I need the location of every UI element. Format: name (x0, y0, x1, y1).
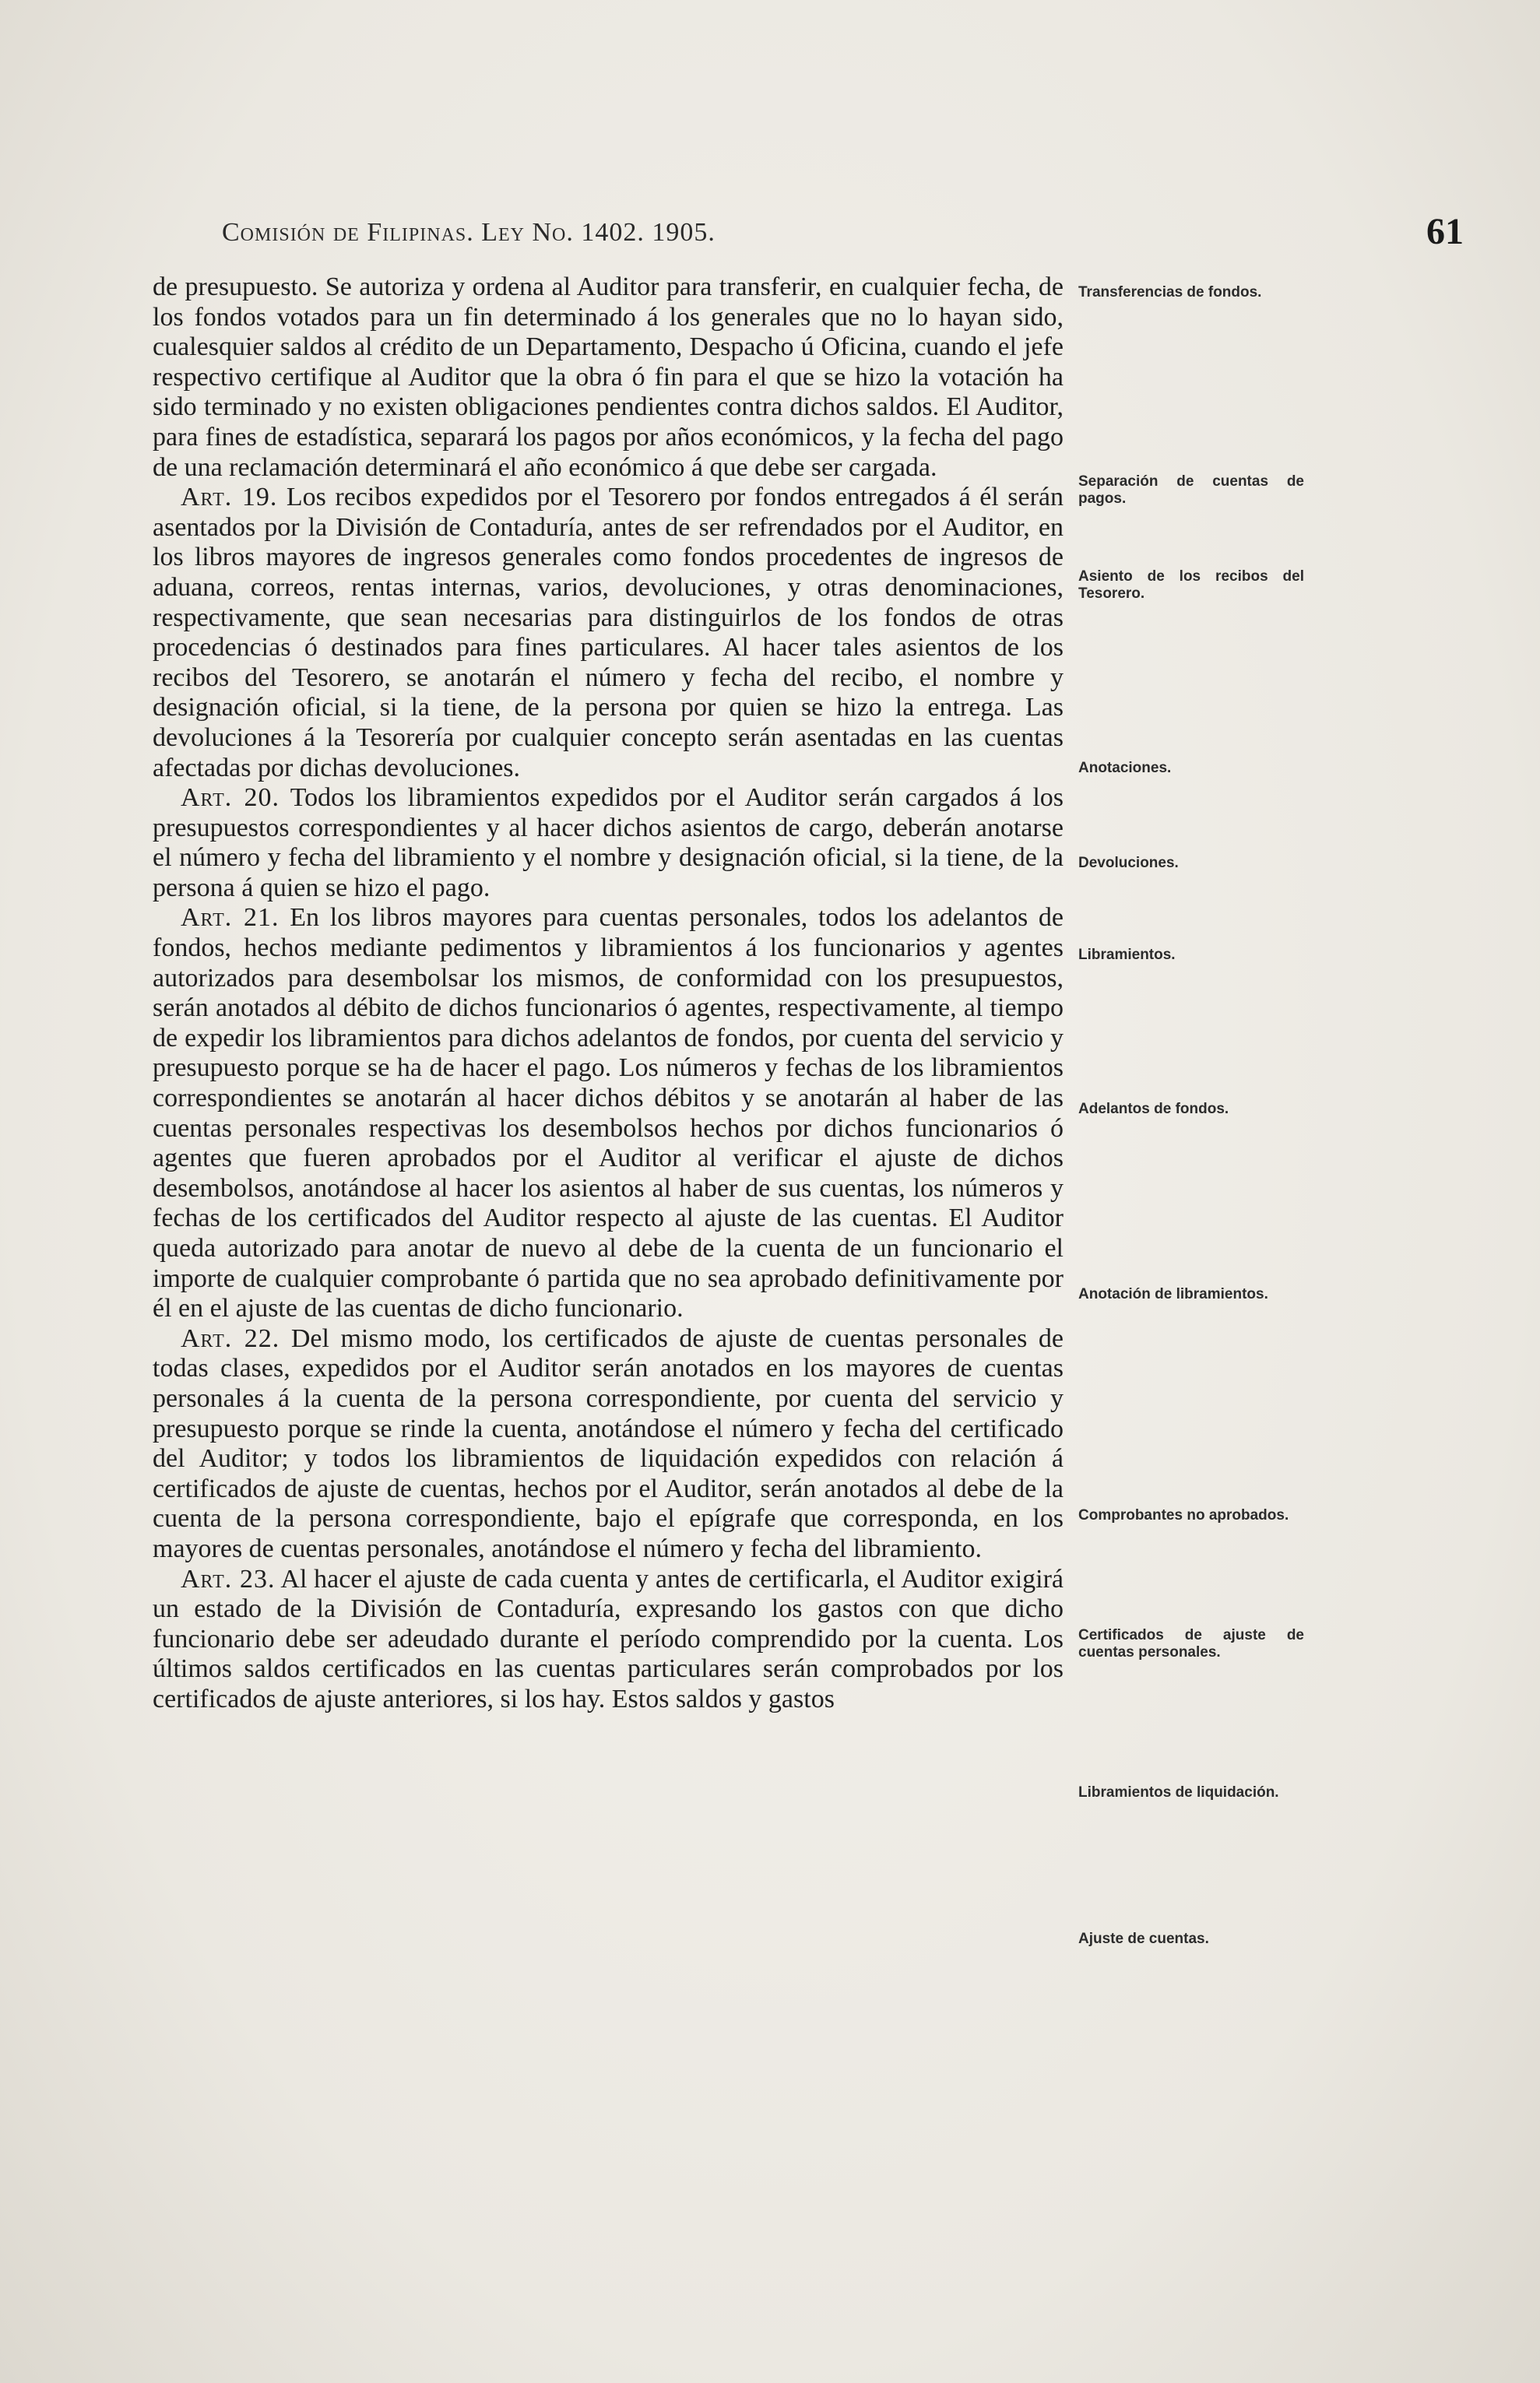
article-label: Art. 22. (181, 1323, 280, 1353)
article-text: Todos los libramientos expedidos por el Auditor serán cargados á los presupuestos correspondientes y al hacer dichos asientos de cargo, deberán anotarse el número y fecha del libramiento y el nombre y designación oficial, si la tiene, de la persona á quien se hizo el pago. (153, 783, 1064, 902)
article-label: Art. 19. (181, 483, 278, 512)
article-label: Art. 20. (181, 783, 280, 813)
article-label: Art. 21. (181, 903, 280, 933)
article-text: Los recibos expedidos por el Tesorero por fondos entregados á él serán asentados por la División de Contaduría, antes de ser refrendados por el Auditor, en los libros mayores de ingresos generales como fondos procedentes de ingresos de aduana, correos, rentas internas, varios, devoluciones, y otras denominaciones, respectivamente, que sean necesarias para distinguirlos de los fondos de otras procedencias ó destinados para fines particulares. Al hacer tales asientos de los recibos del Tesorero, se anotarán el número y fecha del recibo, el nombre y designación oficial, si la tiene, de la persona por quien se hizo la entrega. Las devoluciones á la Tesorería por cualquier concepto serán asentadas en las cuentas afectadas por dichas devoluciones. (153, 483, 1064, 782)
margin-note-ajuste-cuentas: Ajuste de cuentas. (1078, 1931, 1209, 1947)
margin-note-anotacion-libramientos: Anotación de libramientos. (1078, 1286, 1268, 1302)
margin-note-comprobantes: Comprobantes no aprobados. (1078, 1507, 1289, 1524)
article-label: Art. 23. (181, 1564, 276, 1594)
article-22 (153, 1324, 1064, 1565)
page-header (222, 210, 1464, 257)
article-text: En los libros mayores para cuentas personales, todos los adelantos de fondos, hechos mediante pedimentos y libramientos á los funcionarios y agentes autorizados para desembolsar los mismos, de conformidad con los presupuestos, serán anotados al débito de dichos funcionarios ó agentes, respectivamente, al tiempo de expedir los libramientos para dichos adelantos de fondos, por cuenta del servicio y presupuesto porque se ha de hacer el pago. Los números y fechas de los libramientos correspondientes se anotarán al hacer dichos débitos y se anotarán al haber de las cuentas personales respectivas los desembolsos hechos por dichos funcionarios ó agentes que fueren aprobados por el Auditor al verificar el ajuste de dichos desembolsos, anotándose al hacer los asientos al haber de sus cuentas, los números y fechas de los certificados del Auditor respecto al ajuste de las cuentas. El Auditor queda autorizado para anotar de nuevo al debe de la cuenta de un funcionario el importe de cualquier comprobante ó partida que no sea aprobado definitivamente por él en el ajuste de las cuentas de dicho funcionario. (153, 903, 1064, 1323)
article-21 (153, 903, 1064, 1323)
margin-note-asiento-recibos: Asiento de los recibos del Tesorero. (1078, 568, 1304, 602)
margin-note-anotaciones: Anotaciones. (1078, 760, 1172, 776)
paragraph-presupuesto: de presupuesto. Se autoriza y ordena al Auditor para transferir, en cualquier fecha, de los fondos votados para un fin determinado á los generales que no lo hayan sido, cualesquier saldos al crédito de un Departamento, Despacho ú Oficina, cuando el jefe respectivo certifique al Auditor que la obra ó fin para el que se hizo la votación ha sido terminado y no existen obligaciones pendientes contra dichos saldos. El Auditor, para fines de estadística, separará los pagos por años económicos, y la fecha del pago de una reclamación determinará el año económico á que debe ser cargada. (153, 272, 1064, 482)
article-20 (153, 783, 1064, 903)
margin-note-libramientos-liquidacion: Libramientos de liquidación. (1078, 1784, 1279, 1801)
body-text (153, 272, 1064, 1715)
margin-note-certificados: Certificados de ajuste de cuentas personales. (1078, 1627, 1304, 1661)
running-title: Comisión de Filipinas. Ley No. 1402. 1905. (222, 218, 716, 247)
page-number: 61 (1426, 211, 1464, 252)
article-19 (153, 483, 1064, 783)
margin-note-separacion: Separación de cuentas de pagos. (1078, 473, 1304, 507)
margin-note-adelantos: Adelantos de fondos. (1078, 1101, 1229, 1117)
article-text: Al hacer el ajuste de cada cuenta y antes de certificarla, el Auditor exigirá un estado de la División de Contaduría, expresando los gastos con que dicho funcionario debe ser adeudado durante el período comprendido por la cuenta. Los últimos saldos certificados en las cuentas particulares serán comprobados por los certificados de ajuste anteriores, si los hay. Estos saldos y gastos (153, 1564, 1064, 1713)
article-23 (153, 1565, 1064, 1715)
article-text: Del mismo modo, los certificados de ajuste de cuentas personales de todas clases, expedidos por el Auditor serán anotados en los mayores de cuentas personales á la cuenta de la persona correspondiente, por cuenta del servicio y presupuesto porque se rinde la cuenta, anotándose el número y fecha del certificado del Auditor; y todos los libramientos de liquidación expedidos con relación á certificados de ajuste de cuentas, hechos por el Auditor, serán anotados al debe de la cuenta de la persona correspondiente, bajo el epígrafe que corresponda, en los mayores de cuentas personales, anotándose el número y fecha del libramiento. (153, 1323, 1064, 1563)
margin-note-libramientos: Libramientos. (1078, 947, 1176, 963)
margin-note-devoluciones: Devoluciones. (1078, 855, 1179, 871)
margin-note-transferencias: Transferencias de fondos. (1078, 284, 1262, 301)
